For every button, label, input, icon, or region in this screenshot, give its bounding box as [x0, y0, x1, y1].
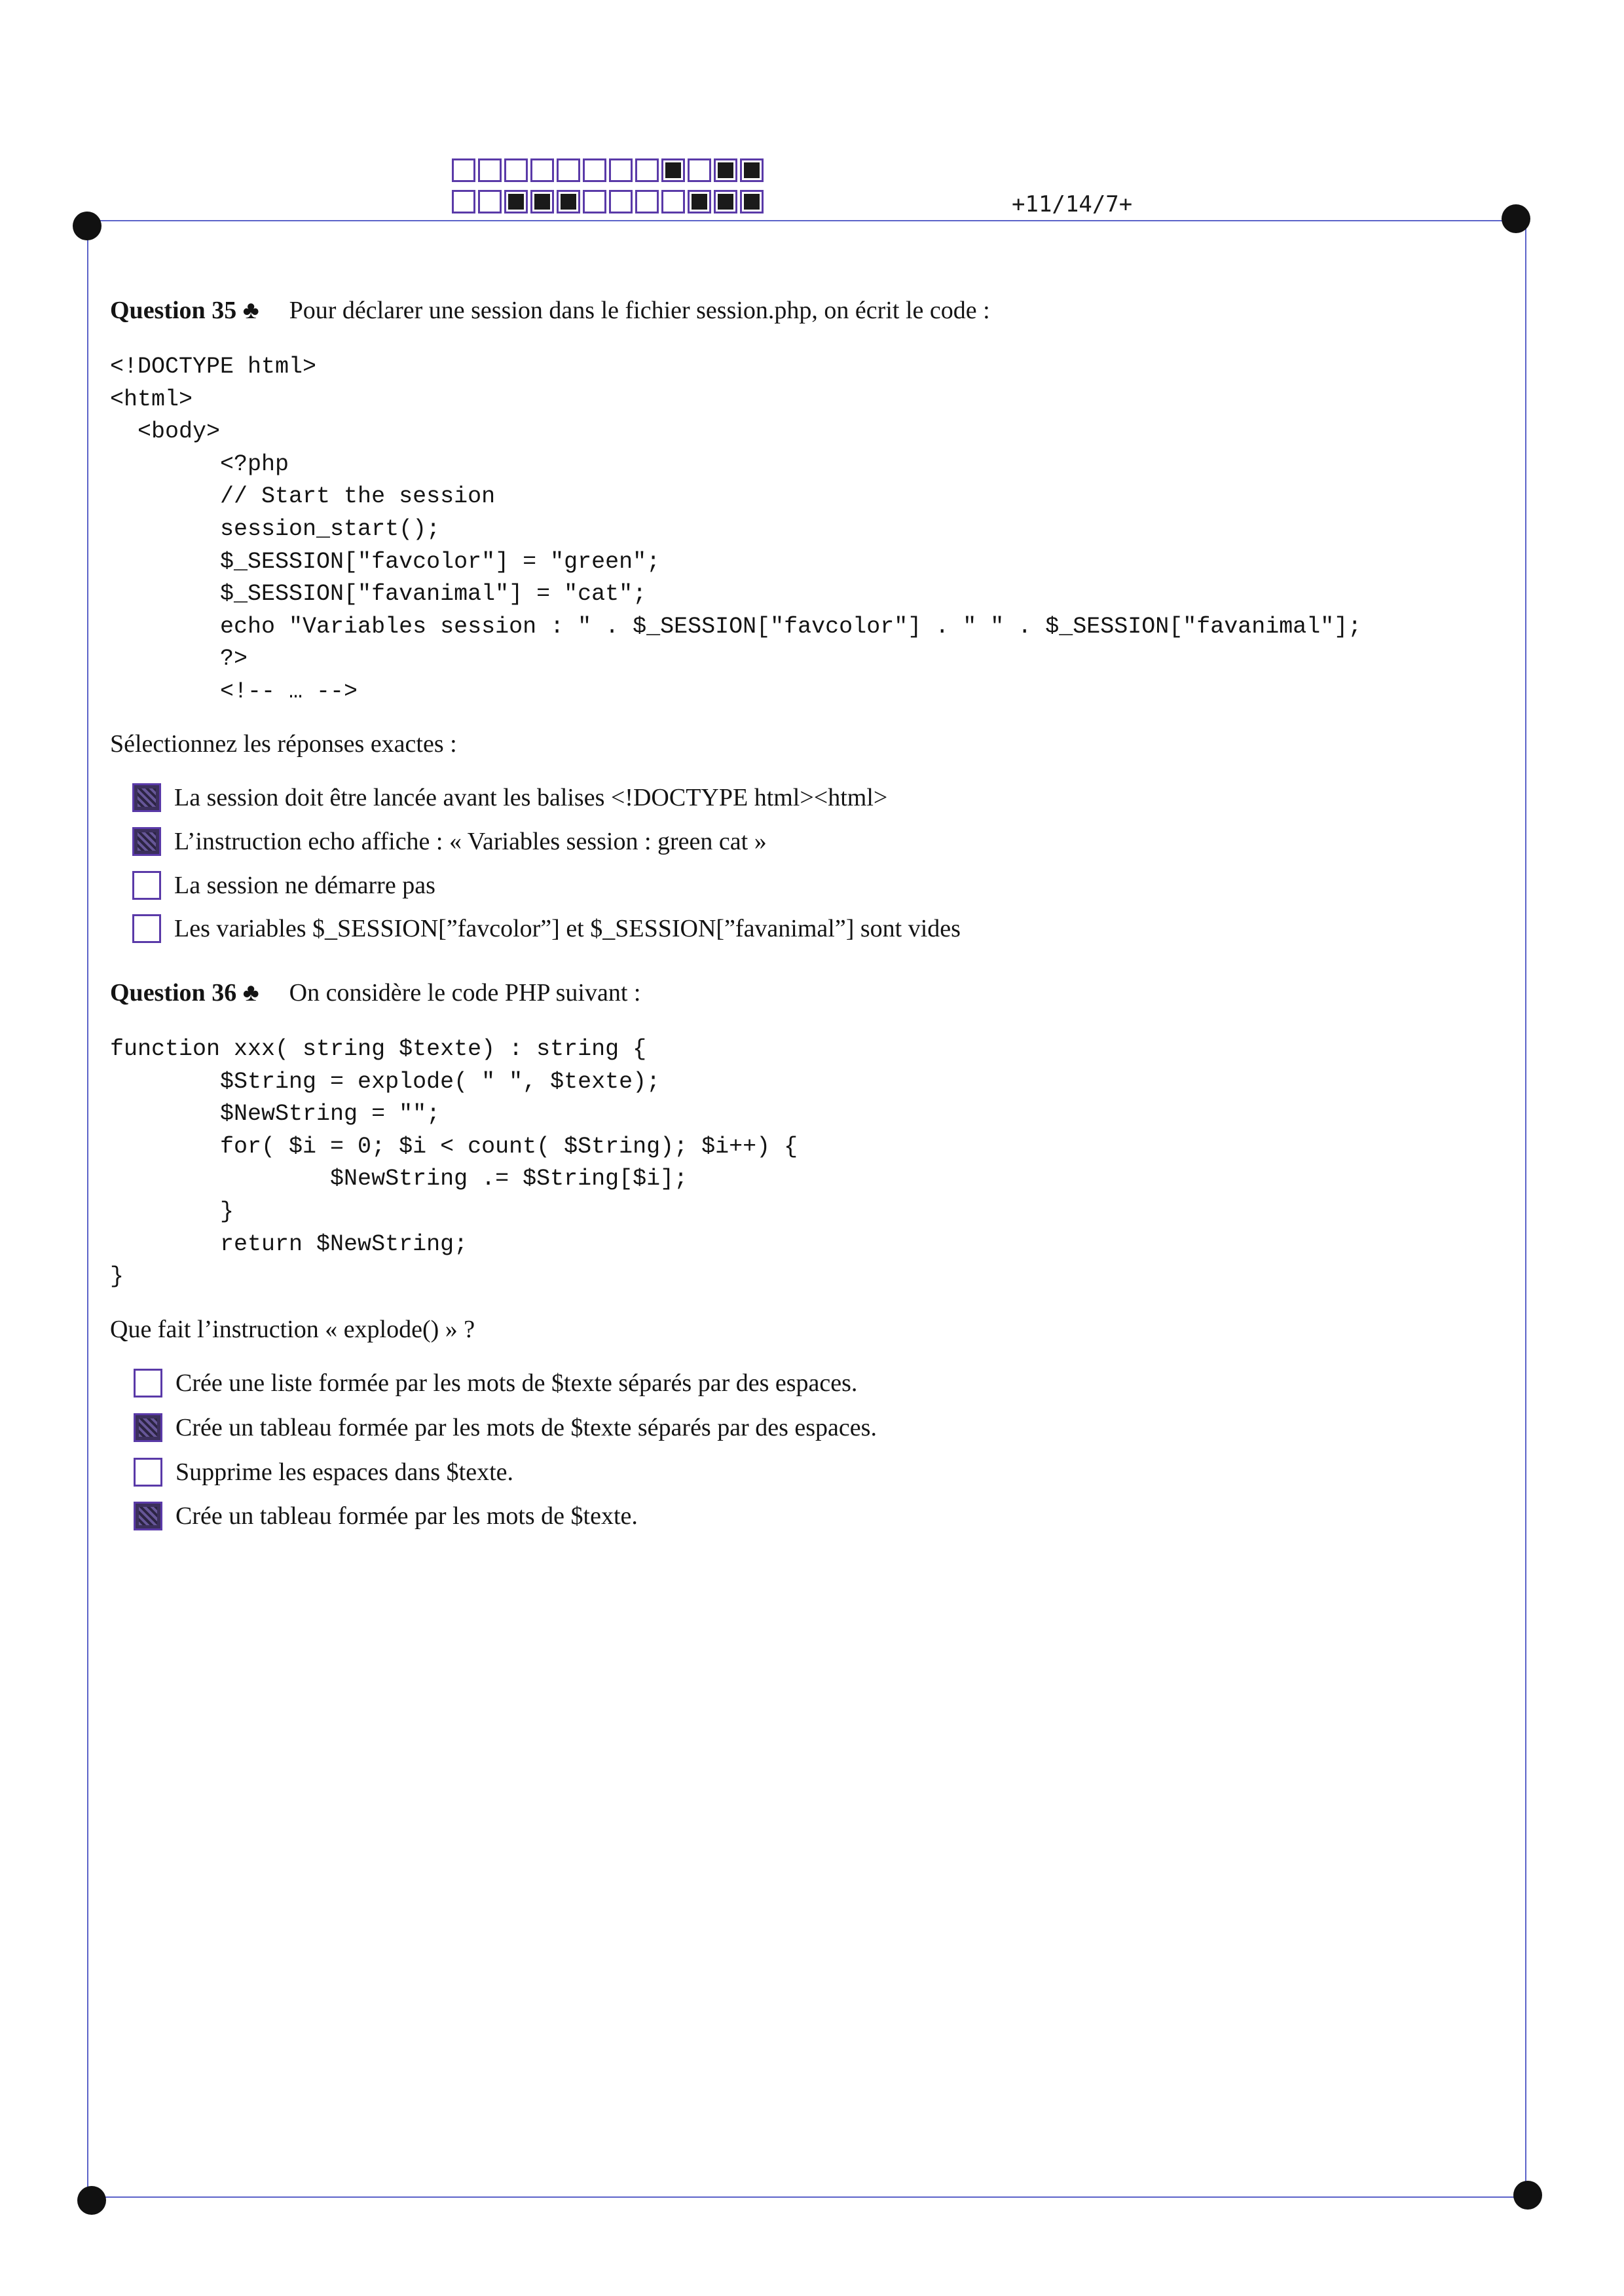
q35-answer-2-text: L’instruction echo affiche : « Variables session : green cat » [174, 828, 767, 855]
q36-answer-2-checkbox[interactable] [134, 1413, 162, 1442]
question-36-label: Question 36 [110, 979, 237, 1007]
q36-answer-4-text: Crée un tableau formée par les mots de $texte. [175, 1502, 638, 1530]
corner-mark-top-right [1502, 204, 1530, 233]
q35-answer-3[interactable] [132, 871, 435, 900]
barcode-cell [504, 190, 528, 213]
q36-answer-2[interactable] [134, 1413, 877, 1442]
barcode-cell [661, 158, 685, 182]
q35-answer-1-checkbox[interactable] [132, 783, 161, 812]
q35-answer-3-checkbox[interactable] [132, 871, 161, 900]
q36-answer-1-text: Crée une liste formée par les mots de $texte séparés par des espaces. [175, 1369, 858, 1397]
barcode-cell [452, 158, 475, 182]
barcode-cell [740, 158, 764, 182]
barcode-cell [635, 158, 659, 182]
q35-answer-4-text: Les variables $_SESSION[”favcolor”] et $_SESSION[”favanimal”] sont vides [174, 915, 961, 942]
barcode-cell [478, 190, 502, 213]
q36-answer-1-checkbox[interactable] [134, 1369, 162, 1398]
club-icon: ♣ [242, 297, 259, 324]
barcode-cell [452, 190, 475, 213]
barcode-cell [661, 190, 685, 213]
q35-answer-4[interactable] [132, 914, 961, 943]
question-35-prompt: Sélectionnez les réponses exactes : [110, 730, 457, 758]
q36-answer-2-text: Crée un tableau formée par les mots de $texte séparés par des espaces. [175, 1414, 877, 1441]
page-id: +11/14/7+ [1012, 191, 1133, 217]
q36-answer-4[interactable] [134, 1502, 638, 1530]
question-36-header [110, 978, 640, 1007]
question-36-prompt: Que fait l’instruction « explode() » ? [110, 1316, 475, 1343]
q36-answer-3-checkbox[interactable] [134, 1458, 162, 1487]
question-35-title: Pour déclarer une session dans le fichier session.php, on écrit le code : [289, 297, 990, 324]
q35-answer-4-checkbox[interactable] [132, 914, 161, 943]
barcode-cell [688, 190, 711, 213]
barcode-cell [504, 158, 528, 182]
barcode-cell [583, 190, 606, 213]
corner-mark-bottom-right [1513, 2181, 1542, 2210]
question-35-header [110, 296, 990, 325]
barcode-cell [609, 158, 633, 182]
barcode-cell [583, 158, 606, 182]
club-icon: ♣ [242, 979, 259, 1007]
barcode-cell [740, 190, 764, 213]
barcode-cell [609, 190, 633, 213]
barcode-cell [714, 158, 737, 182]
question-36-title: On considère le code PHP suivant : [289, 979, 641, 1007]
question-35-label: Question 35 [110, 297, 237, 324]
barcode-cell [478, 158, 502, 182]
q36-answer-4-checkbox[interactable] [134, 1502, 162, 1530]
barcode-cell [688, 158, 711, 182]
corner-mark-top-left [73, 212, 101, 240]
q36-answer-1[interactable] [134, 1369, 857, 1398]
barcode-bottom [452, 190, 766, 216]
corner-mark-bottom-left [77, 2186, 106, 2215]
barcode-cell [714, 190, 737, 213]
barcode-cell [557, 158, 580, 182]
question-36-code: function xxx( string $texte) : string { $String = explode( " ", $texte); $NewString = ""; for( $i = 0; $i < count( $String); $i++) { $NewString .= $String[$i]; } return $NewString; } [110, 1036, 798, 1290]
q35-answer-1[interactable] [132, 783, 887, 812]
q36-answer-3[interactable] [134, 1458, 513, 1487]
q35-answer-1-text: La session doit être lancée avant les balises <!DOCTYPE html><html> [174, 784, 888, 811]
q35-answer-2[interactable] [132, 827, 767, 856]
barcode-cell [530, 190, 554, 213]
barcode-cell [635, 190, 659, 213]
question-35-code: <!DOCTYPE html> <html> <body> <?php // Start the session session_start(); $_SESSION["favcolor"] = "green"; $_SESSION["favanimal"] = "cat"; echo "Variables session : " . $_SESSION["favcolor"] . " " . $_SESSION["favanimal"]; ?> <!-- … --> [110, 354, 1362, 705]
q36-answer-3-text: Supprime les espaces dans $texte. [175, 1458, 514, 1486]
q35-answer-2-checkbox[interactable] [132, 827, 161, 856]
barcode-cell [557, 190, 580, 213]
barcode-cell [530, 158, 554, 182]
q35-answer-3-text: La session ne démarre pas [174, 872, 435, 899]
barcode-top [452, 158, 766, 185]
